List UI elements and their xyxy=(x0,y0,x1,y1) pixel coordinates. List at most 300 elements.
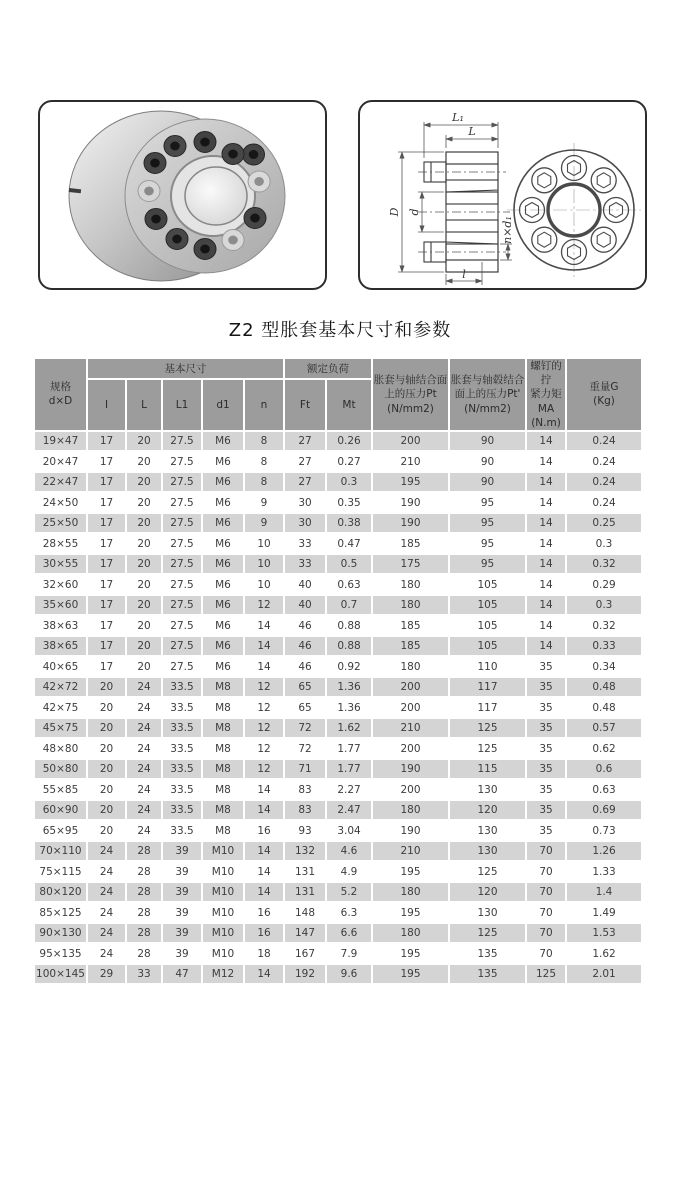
table-cell: 17 xyxy=(88,534,125,553)
front-view xyxy=(507,143,641,277)
table-cell: M6 xyxy=(203,493,243,512)
table-row xyxy=(35,657,641,676)
table-cell: 0.92 xyxy=(327,657,371,676)
table-row xyxy=(35,637,641,656)
table-cell: 210 xyxy=(373,452,448,471)
table-cell: 0.69 xyxy=(567,801,641,820)
table-cell: M6 xyxy=(203,596,243,615)
table-cell: 12 xyxy=(245,596,283,615)
table-cell: 33 xyxy=(127,965,161,984)
table-cell: M8 xyxy=(203,801,243,820)
table-cell: 180 xyxy=(373,657,448,676)
table-cell: 1.33 xyxy=(567,862,641,881)
table-cell: 185 xyxy=(373,616,448,635)
table-cell: 46 xyxy=(285,657,325,676)
col-header-pt-line3: (N/mm2) xyxy=(387,402,434,415)
table-cell: 190 xyxy=(373,760,448,779)
table-cell: 20 xyxy=(88,801,125,820)
table-cell: 5.2 xyxy=(327,883,371,902)
table-cell: 20 xyxy=(127,637,161,656)
table-cell: 19×47 xyxy=(35,432,86,451)
table-cell: 14 xyxy=(245,965,283,984)
table-cell: 12 xyxy=(245,739,283,758)
table-cell: 17 xyxy=(88,452,125,471)
table-cell: 33.5 xyxy=(163,760,201,779)
table-cell: 0.24 xyxy=(567,473,641,492)
table-cell: 40×65 xyxy=(35,657,86,676)
table-cell: 105 xyxy=(450,596,525,615)
table-cell: 131 xyxy=(285,862,325,881)
table-cell: 20×47 xyxy=(35,452,86,471)
table-cell: M6 xyxy=(203,575,243,594)
table-cell: 39 xyxy=(163,862,201,881)
table-cell: 24 xyxy=(88,903,125,922)
table-cell: 105 xyxy=(450,637,525,656)
table-cell: 0.3 xyxy=(567,534,641,553)
table-cell: 12 xyxy=(245,678,283,697)
table-cell: 22×47 xyxy=(35,473,86,492)
col-header-pt2-line2: 面上的压力Pt' xyxy=(454,388,521,401)
table-cell: 195 xyxy=(373,903,448,922)
table-cell: 35 xyxy=(527,657,565,676)
table-cell: 180 xyxy=(373,924,448,943)
table-cell: 20 xyxy=(127,596,161,615)
table-cell: 14 xyxy=(527,555,565,574)
col-header-spec-line2: d×D xyxy=(48,395,73,408)
table-row xyxy=(35,432,641,451)
table-cell: 0.62 xyxy=(567,739,641,758)
table-row xyxy=(35,883,641,902)
col-header-ma-line1: 螺钉的拧 xyxy=(530,360,562,387)
table-cell: 29 xyxy=(88,965,125,984)
table-cell: 45×75 xyxy=(35,719,86,738)
table-cell: 18 xyxy=(245,944,283,963)
table-cell: 1.36 xyxy=(327,678,371,697)
table-cell: M8 xyxy=(203,719,243,738)
table-cell: 28 xyxy=(127,924,161,943)
table-header xyxy=(35,359,641,430)
table-cell: 42×75 xyxy=(35,698,86,717)
table-cell: 48×80 xyxy=(35,739,86,758)
table-cell: 35 xyxy=(527,698,565,717)
table-cell: 0.88 xyxy=(327,637,371,656)
table-cell: 72 xyxy=(285,719,325,738)
table-cell: 200 xyxy=(373,780,448,799)
table-cell: 39 xyxy=(163,842,201,861)
col-header-weight-line1: 重量G xyxy=(589,381,619,394)
table-cell: 175 xyxy=(373,555,448,574)
table-cell: M10 xyxy=(203,924,243,943)
table-cell: 195 xyxy=(373,862,448,881)
table-cell: 1.26 xyxy=(567,842,641,861)
table-cell: 35 xyxy=(527,780,565,799)
table-cell: 27.5 xyxy=(163,575,201,594)
col-header-pt2-line1: 胀套与轴毂结合 xyxy=(450,374,525,387)
table-cell: 20 xyxy=(88,821,125,840)
table-cell: 30 xyxy=(285,514,325,533)
table-cell: 147 xyxy=(285,924,325,943)
technical-drawing xyxy=(360,102,645,288)
table-row xyxy=(35,965,641,984)
table-cell: 17 xyxy=(88,596,125,615)
table-cell: 85×125 xyxy=(35,903,86,922)
spec-table-body xyxy=(35,432,641,984)
table-row xyxy=(35,903,641,922)
table-row xyxy=(35,575,641,594)
dim-label-l1: L₁ xyxy=(452,111,464,124)
table-cell: 24 xyxy=(127,678,161,697)
table-cell: 4.6 xyxy=(327,842,371,861)
table-cell: 70 xyxy=(527,903,565,922)
table-cell: 28 xyxy=(127,944,161,963)
table-cell: 0.24 xyxy=(567,432,641,451)
table-cell: 27 xyxy=(285,452,325,471)
table-cell: 17 xyxy=(88,473,125,492)
table-cell: M8 xyxy=(203,780,243,799)
table-cell: 105 xyxy=(450,616,525,635)
table-cell: 28×55 xyxy=(35,534,86,553)
table-cell: 75×115 xyxy=(35,862,86,881)
figures-row xyxy=(38,100,680,290)
table-cell: 24 xyxy=(88,862,125,881)
table-cell: 125 xyxy=(450,924,525,943)
table-cell: 10 xyxy=(245,534,283,553)
table-cell: 24 xyxy=(127,739,161,758)
cross-section-view xyxy=(388,111,514,285)
table-cell: 20 xyxy=(127,514,161,533)
table-cell: M6 xyxy=(203,616,243,635)
table-cell: 14 xyxy=(527,575,565,594)
table-cell: 105 xyxy=(450,575,525,594)
table-cell: 130 xyxy=(450,821,525,840)
col-header-n: n xyxy=(245,380,283,430)
table-cell: 20 xyxy=(127,452,161,471)
table-cell: 33.5 xyxy=(163,780,201,799)
table-cell: M8 xyxy=(203,678,243,697)
table-row xyxy=(35,534,641,553)
table-cell: 24 xyxy=(88,842,125,861)
col-header-spec-line1: 规格 xyxy=(50,381,71,394)
table-cell: M10 xyxy=(203,842,243,861)
col-header-L: L xyxy=(127,380,161,430)
table-cell: 12 xyxy=(245,698,283,717)
table-cell: 24 xyxy=(127,821,161,840)
table-cell: 46 xyxy=(285,616,325,635)
table-cell: 40 xyxy=(285,575,325,594)
table-cell: 0.57 xyxy=(567,719,641,738)
table-cell: 60×90 xyxy=(35,801,86,820)
table-cell: 0.3 xyxy=(567,596,641,615)
table-cell: 33.5 xyxy=(163,698,201,717)
table-cell: 38×65 xyxy=(35,637,86,656)
table-cell: 39 xyxy=(163,883,201,902)
table-row xyxy=(35,924,641,943)
table-cell: 20 xyxy=(88,760,125,779)
table-cell: M10 xyxy=(203,944,243,963)
table-cell: M10 xyxy=(203,862,243,881)
table-cell: 39 xyxy=(163,924,201,943)
table-cell: 210 xyxy=(373,719,448,738)
table-cell: 14 xyxy=(245,657,283,676)
table-cell: 14 xyxy=(527,637,565,656)
table-cell: 90×130 xyxy=(35,924,86,943)
table-cell: 14 xyxy=(527,514,565,533)
table-cell: 33.5 xyxy=(163,719,201,738)
table-cell: 65 xyxy=(285,678,325,697)
table-cell: 33 xyxy=(285,534,325,553)
table-cell: 17 xyxy=(88,657,125,676)
table-cell: 71 xyxy=(285,760,325,779)
table-cell: 0.24 xyxy=(567,452,641,471)
col-header-ma-line2: 紧力矩MA xyxy=(530,388,562,415)
table-cell: 0.3 xyxy=(327,473,371,492)
table-cell: 1.62 xyxy=(327,719,371,738)
table-cell: 180 xyxy=(373,883,448,902)
table-cell: 17 xyxy=(88,637,125,656)
table-cell: 39 xyxy=(163,944,201,963)
table-cell: M8 xyxy=(203,760,243,779)
table-cell: 70 xyxy=(527,842,565,861)
table-cell: M6 xyxy=(203,657,243,676)
table-cell: 24 xyxy=(127,719,161,738)
table-cell: 135 xyxy=(450,965,525,984)
table-cell: M8 xyxy=(203,698,243,717)
table-cell: 195 xyxy=(373,944,448,963)
table-cell: 190 xyxy=(373,514,448,533)
table-cell: 72 xyxy=(285,739,325,758)
table-row xyxy=(35,452,641,471)
table-cell: 83 xyxy=(285,801,325,820)
table-cell: 27 xyxy=(285,473,325,492)
table-cell: 130 xyxy=(450,842,525,861)
table-cell: 55×85 xyxy=(35,780,86,799)
table-cell: 8 xyxy=(245,473,283,492)
table-cell: 16 xyxy=(245,821,283,840)
table-cell: 95 xyxy=(450,514,525,533)
table-cell: M6 xyxy=(203,452,243,471)
table-cell: 1.77 xyxy=(327,760,371,779)
table-cell: M6 xyxy=(203,534,243,553)
table-cell: 130 xyxy=(450,903,525,922)
table-cell: 7.9 xyxy=(327,944,371,963)
table-cell: 20 xyxy=(127,493,161,512)
table-cell: 2.01 xyxy=(567,965,641,984)
table-cell: 16 xyxy=(245,903,283,922)
table-cell: 39 xyxy=(163,903,201,922)
col-header-ma-line3: (N.m) xyxy=(531,416,561,429)
table-cell: 210 xyxy=(373,842,448,861)
table-cell: 14 xyxy=(527,432,565,451)
table-cell: 27.5 xyxy=(163,637,201,656)
table-cell: 80×120 xyxy=(35,883,86,902)
table-cell: 20 xyxy=(88,780,125,799)
group-header-rated: 额定负荷 xyxy=(285,359,371,378)
dim-label-nd1: n×d₁ xyxy=(501,216,514,244)
table-cell: 132 xyxy=(285,842,325,861)
table-cell: 95×135 xyxy=(35,944,86,963)
table-cell: 125 xyxy=(450,739,525,758)
table-row xyxy=(35,801,641,820)
table-cell: 1.36 xyxy=(327,698,371,717)
table-cell: 0.34 xyxy=(567,657,641,676)
table-cell: 192 xyxy=(285,965,325,984)
col-header-L1: L1 xyxy=(163,380,201,430)
table-cell: 100×145 xyxy=(35,965,86,984)
assembly xyxy=(69,111,285,281)
table-cell: 14 xyxy=(245,883,283,902)
table-cell: 30 xyxy=(285,493,325,512)
table-cell: 24 xyxy=(88,924,125,943)
table-cell: 27 xyxy=(285,432,325,451)
table-cell: 47 xyxy=(163,965,201,984)
table-cell: 2.47 xyxy=(327,801,371,820)
table-row xyxy=(35,719,641,738)
table-cell: 28 xyxy=(127,842,161,861)
table-cell: 17 xyxy=(88,514,125,533)
table-cell: 95 xyxy=(450,555,525,574)
table-cell: 70 xyxy=(527,924,565,943)
table-cell: 35 xyxy=(527,678,565,697)
table-cell: 115 xyxy=(450,760,525,779)
dim-label-l: L xyxy=(468,125,476,138)
table-cell: 117 xyxy=(450,698,525,717)
table-cell: 27.5 xyxy=(163,657,201,676)
table-cell: 35 xyxy=(527,739,565,758)
table-cell: 135 xyxy=(450,944,525,963)
table-cell: 20 xyxy=(127,555,161,574)
table-cell: 28 xyxy=(127,903,161,922)
dim-label-small-l: l xyxy=(462,268,466,281)
table-cell: 27.5 xyxy=(163,555,201,574)
table-row xyxy=(35,493,641,512)
table-cell: 9 xyxy=(245,514,283,533)
col-header-pt-line1: 胀套与轴结合面 xyxy=(373,374,448,387)
table-cell: 35 xyxy=(527,760,565,779)
table-cell: 0.32 xyxy=(567,555,641,574)
table-cell: 0.25 xyxy=(567,514,641,533)
table-cell: 90 xyxy=(450,452,525,471)
table-cell: 0.88 xyxy=(327,616,371,635)
table-cell: 24 xyxy=(127,760,161,779)
col-header-weight xyxy=(567,359,641,430)
table-cell: 95 xyxy=(450,534,525,553)
table-cell: 32×60 xyxy=(35,575,86,594)
table-cell: 20 xyxy=(127,616,161,635)
col-header-d1: d1 xyxy=(203,380,243,430)
table-cell: 6.3 xyxy=(327,903,371,922)
table-cell: 27.5 xyxy=(163,616,201,635)
product-photo-frame xyxy=(38,100,327,290)
table-cell: 90 xyxy=(450,473,525,492)
table-cell: M6 xyxy=(203,432,243,451)
table-row xyxy=(35,842,641,861)
table-cell: 0.35 xyxy=(327,493,371,512)
table-row xyxy=(35,862,641,881)
table-cell: 1.77 xyxy=(327,739,371,758)
page-title: Z2 型胀套基本尺寸和参数 xyxy=(228,320,452,341)
table-cell: 50×80 xyxy=(35,760,86,779)
table-cell: 17 xyxy=(88,493,125,512)
table-cell: 131 xyxy=(285,883,325,902)
table-cell: 27.5 xyxy=(163,452,201,471)
table-cell: 200 xyxy=(373,739,448,758)
table-cell: 14 xyxy=(245,780,283,799)
table-cell: 2.27 xyxy=(327,780,371,799)
table-cell: 110 xyxy=(450,657,525,676)
table-cell: 185 xyxy=(373,637,448,656)
table-cell: 0.27 xyxy=(327,452,371,471)
table-cell: M6 xyxy=(203,473,243,492)
table-cell: 24 xyxy=(88,944,125,963)
table-cell: 46 xyxy=(285,637,325,656)
table-cell: 33.5 xyxy=(163,801,201,820)
table-cell: 200 xyxy=(373,678,448,697)
dim-label-d: d xyxy=(408,208,421,216)
table-cell: 190 xyxy=(373,493,448,512)
table-cell: 14 xyxy=(527,616,565,635)
table-cell: 17 xyxy=(88,575,125,594)
table-row xyxy=(35,514,641,533)
table-cell: 0.5 xyxy=(327,555,371,574)
table-cell: 185 xyxy=(373,534,448,553)
table-cell: 9 xyxy=(245,493,283,512)
table-cell: 30×55 xyxy=(35,555,86,574)
table-cell: 20 xyxy=(127,657,161,676)
table-cell: 195 xyxy=(373,965,448,984)
table-cell: 14 xyxy=(245,862,283,881)
table-row xyxy=(35,739,641,758)
table-cell: 14 xyxy=(245,801,283,820)
table-cell: 14 xyxy=(527,452,565,471)
table-cell: 0.24 xyxy=(567,493,641,512)
table-cell: 24 xyxy=(88,883,125,902)
table-cell: 27.5 xyxy=(163,493,201,512)
table-cell: 20 xyxy=(88,739,125,758)
table-row xyxy=(35,555,641,574)
col-header-pt-line2: 上的压力Pt xyxy=(384,388,437,401)
table-cell: 167 xyxy=(285,944,325,963)
table-cell: 83 xyxy=(285,780,325,799)
table-cell: 10 xyxy=(245,575,283,594)
table-cell: 28 xyxy=(127,883,161,902)
table-cell: 40 xyxy=(285,596,325,615)
table-cell: 120 xyxy=(450,801,525,820)
table-cell: 14 xyxy=(527,473,565,492)
table-cell: M10 xyxy=(203,903,243,922)
table-cell: 3.04 xyxy=(327,821,371,840)
expansion-sleeve-photo xyxy=(40,102,325,288)
col-header-pt2-line3: (N/mm2) xyxy=(464,402,511,415)
table-cell: 35 xyxy=(527,719,565,738)
table-cell: 17 xyxy=(88,432,125,451)
table-cell: 117 xyxy=(450,678,525,697)
table-cell: 10 xyxy=(245,555,283,574)
table-cell: 120 xyxy=(450,883,525,902)
table-cell: 24×50 xyxy=(35,493,86,512)
table-cell: 200 xyxy=(373,698,448,717)
table-cell: 27.5 xyxy=(163,596,201,615)
table-cell: 65 xyxy=(285,698,325,717)
table-cell: 12 xyxy=(245,719,283,738)
table-cell: M6 xyxy=(203,514,243,533)
table-cell: 180 xyxy=(373,575,448,594)
table-cell: 14 xyxy=(245,842,283,861)
col-header-Ft: Ft xyxy=(285,380,325,430)
table-cell: 70 xyxy=(527,883,565,902)
table-cell: 6.6 xyxy=(327,924,371,943)
table-cell: 0.47 xyxy=(327,534,371,553)
table-cell: 190 xyxy=(373,821,448,840)
